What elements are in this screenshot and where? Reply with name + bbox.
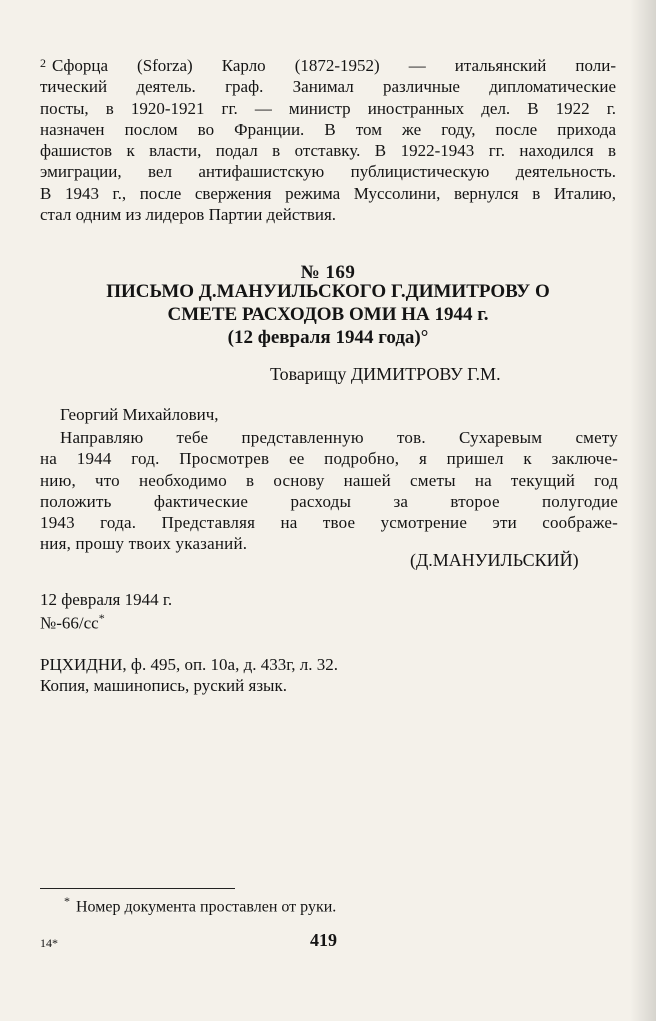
document-title-line: СМЕТЕ РАСХОДОВ ОМИ НА 1944 г.	[167, 304, 489, 325]
archive-source: РЦХИДНИ, ф. 495, оп. 10а, д. 433г, л. 32.	[40, 655, 339, 674]
body-line: положить фактические расходы за второе полугодие	[40, 491, 618, 511]
footnote-marker: 2	[40, 56, 46, 70]
body-line: на 1944 год. Просмотрев ее подробно, я пришел к заключе-	[40, 449, 618, 469]
document-date-heading: (12 февраля 1944 года)°	[227, 327, 429, 348]
scan-edge-shadow	[630, 0, 656, 1021]
letter-date: 12 февраля 1944 г.	[40, 590, 173, 609]
footnote-line: В 1943 г., после свержения режима Муссолини, вернулся в Италию,	[40, 183, 616, 203]
body-line: ния, прошу твоих указаний.	[40, 534, 248, 554]
body-line: Направляю тебе представленную тов. Сухаревым смету	[60, 428, 618, 447]
footnote-line: фашистов к власти, подал в отставку. В 1922-1943 гг. находился в	[40, 141, 616, 161]
document-number: № 169	[300, 262, 356, 283]
document-title-line: ПИСЬМО Д.МАНУИЛЬСКОГО Г.ДИМИТРОВУ О	[106, 281, 550, 302]
letter-body	[40, 427, 618, 555]
page-number: 419	[310, 930, 337, 950]
salutation: Георгий Михайлович,	[60, 405, 219, 424]
body-line: нию, что необходимо в основу нашей сметы на текущий год	[40, 470, 618, 490]
footnote	[64, 894, 336, 916]
footnote-divider	[40, 888, 235, 889]
previous-footnote	[40, 55, 616, 225]
footnote-line: назначен послом во Франции. В том же году, после прихода	[40, 119, 616, 139]
registration-mark: *	[98, 611, 105, 625]
footnote-text: Номер документа проставлен от руки.	[76, 898, 337, 916]
footnote-line: стал одним из лидеров Партии действия.	[40, 205, 337, 225]
copy-note: Копия, машинопись, руский язык.	[40, 676, 287, 695]
footnote-line: посты, в 1920-1921 гг. — министр иностранных дел. В 1922 г.	[40, 98, 616, 118]
addressee: Товарищу ДИМИТРОВУ Г.М.	[270, 364, 501, 384]
signature: (Д.МАНУИЛЬСКИЙ)	[410, 550, 579, 570]
body-line: 1943 года. Представляя на твое усмотрение эти соображе-	[40, 513, 618, 533]
footnote-line: $^2$ Сфорца (Sforza) Карло (1872-1952) — итальянский поли-	[40, 56, 616, 75]
footnote-marker: *	[64, 894, 70, 908]
signature-mark: 14*	[40, 936, 58, 950]
footnote-line: эмиграции, вел антифашистскую публицистическую деятельность.	[40, 162, 616, 182]
registration-number: №-66/сс*	[40, 611, 105, 633]
footnote-line: тический деятель. граф. Занимал различные дипломатические	[40, 77, 616, 97]
